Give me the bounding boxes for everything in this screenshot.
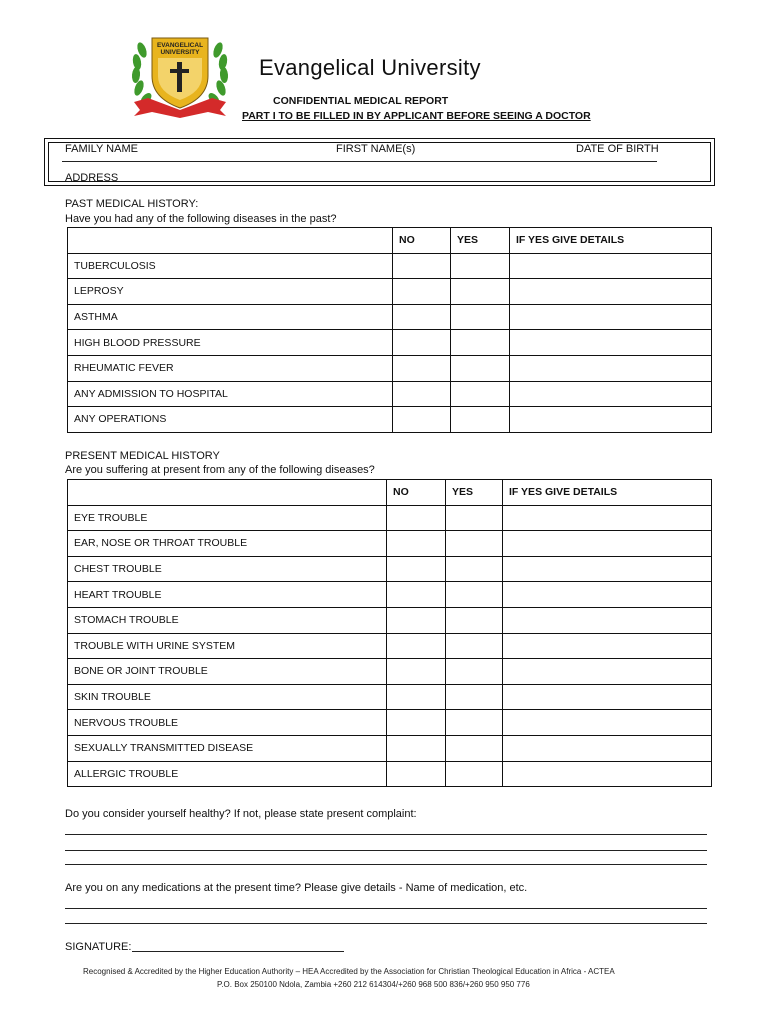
no-checkbox-cell[interactable] — [387, 735, 446, 761]
disease-label: HIGH BLOOD PRESSURE — [68, 330, 393, 356]
table-row — [68, 531, 712, 557]
table-row — [68, 407, 712, 433]
family-name-label: FAMILY NAME — [65, 143, 138, 155]
table-row — [68, 684, 712, 710]
no-checkbox-cell[interactable] — [387, 761, 446, 787]
table-row — [68, 253, 712, 279]
table-header-row — [68, 480, 712, 506]
column-header-no: NO — [387, 480, 446, 506]
table-row — [68, 330, 712, 356]
first-name-label: FIRST NAME(s) — [336, 143, 416, 155]
table-row — [68, 710, 712, 736]
details-cell[interactable] — [510, 304, 712, 330]
details-cell[interactable] — [503, 633, 712, 659]
signature-line[interactable] — [132, 951, 344, 952]
table-row — [68, 355, 712, 381]
no-checkbox-cell[interactable] — [387, 556, 446, 582]
no-checkbox-cell[interactable] — [393, 304, 451, 330]
yes-checkbox-cell[interactable] — [451, 407, 510, 433]
yes-checkbox-cell[interactable] — [446, 710, 503, 736]
disease-label: ANY OPERATIONS — [68, 407, 393, 433]
no-checkbox-cell[interactable] — [387, 659, 446, 685]
yes-checkbox-cell[interactable] — [451, 304, 510, 330]
yes-checkbox-cell[interactable] — [451, 253, 510, 279]
past-history-heading: PAST MEDICAL HISTORY: — [65, 198, 199, 210]
disease-label: ANY ADMISSION TO HOSPITAL — [68, 381, 393, 407]
date-of-birth-label: DATE OF BIRTH — [576, 143, 659, 155]
name-entry-line[interactable] — [62, 161, 657, 162]
no-checkbox-cell[interactable] — [387, 505, 446, 531]
details-cell[interactable] — [503, 505, 712, 531]
details-cell[interactable] — [503, 659, 712, 685]
table-row — [68, 304, 712, 330]
no-checkbox-cell[interactable] — [393, 279, 451, 305]
disease-label: BONE OR JOINT TROUBLE — [68, 659, 387, 685]
past-history-table — [67, 227, 712, 433]
present-history-heading: PRESENT MEDICAL HISTORY — [65, 450, 220, 462]
column-header-no: NO — [393, 228, 451, 254]
details-cell[interactable] — [503, 735, 712, 761]
signature-label: SIGNATURE: — [65, 941, 132, 953]
details-cell[interactable] — [503, 684, 712, 710]
yes-checkbox-cell[interactable] — [451, 330, 510, 356]
disease-label: ASTHMA — [68, 304, 393, 330]
disease-label: SKIN TROUBLE — [68, 684, 387, 710]
disease-label: NERVOUS TROUBLE — [68, 710, 387, 736]
disease-label: SEXUALLY TRANSMITTED DISEASE — [68, 735, 387, 761]
no-checkbox-cell[interactable] — [387, 531, 446, 557]
column-header-details: IF YES GIVE DETAILS — [510, 228, 712, 254]
table-row — [68, 381, 712, 407]
present-history-question: Are you suffering at present from any of the following diseases? — [65, 464, 375, 476]
details-cell[interactable] — [510, 253, 712, 279]
disease-label: EYE TROUBLE — [68, 505, 387, 531]
no-checkbox-cell[interactable] — [393, 330, 451, 356]
disease-label: EAR, NOSE OR THROAT TROUBLE — [68, 531, 387, 557]
no-checkbox-cell[interactable] — [387, 710, 446, 736]
table-row — [68, 556, 712, 582]
contact-footer: P.O. Box 250100 Ndola, Zambia +260 212 614304/+260 968 500 836/+260 950 950 776 — [217, 980, 530, 989]
table-row — [68, 582, 712, 608]
details-cell[interactable] — [510, 279, 712, 305]
table-row — [68, 735, 712, 761]
yes-checkbox-cell[interactable] — [446, 531, 503, 557]
table-header-row — [68, 228, 712, 254]
complaint-answer-line-2[interactable] — [65, 850, 707, 851]
details-cell[interactable] — [503, 710, 712, 736]
yes-checkbox-cell[interactable] — [446, 556, 503, 582]
table-row — [68, 279, 712, 305]
details-cell[interactable] — [510, 381, 712, 407]
yes-checkbox-cell[interactable] — [451, 279, 510, 305]
yes-checkbox-cell[interactable] — [446, 607, 503, 633]
column-header-yes: YES — [446, 480, 503, 506]
yes-checkbox-cell[interactable] — [446, 659, 503, 685]
part-title: PART I TO BE FILLED IN BY APPLICANT BEFORE SEEING A DOCTOR — [242, 110, 591, 122]
yes-checkbox-cell[interactable] — [446, 684, 503, 710]
table-row — [68, 633, 712, 659]
disease-label: STOMACH TROUBLE — [68, 607, 387, 633]
no-checkbox-cell[interactable] — [393, 355, 451, 381]
no-checkbox-cell[interactable] — [387, 684, 446, 710]
report-title: CONFIDENTIAL MEDICAL REPORT — [273, 95, 449, 107]
complaint-answer-line-1[interactable] — [65, 834, 707, 835]
university-crest-logo — [128, 32, 232, 118]
present-history-table — [67, 479, 712, 787]
yes-checkbox-cell[interactable] — [446, 735, 503, 761]
column-header-yes: YES — [451, 228, 510, 254]
yes-checkbox-cell[interactable] — [451, 355, 510, 381]
healthy-question: Do you consider yourself healthy? If not, please state present complaint: — [65, 808, 417, 820]
disease-label: CHEST TROUBLE — [68, 556, 387, 582]
details-cell[interactable] — [503, 607, 712, 633]
accreditation-footer: Recognised & Accredited by the Higher Education Authority – HEA Accredited by the Association for Christian Theological Education in Africa - ACTEA — [83, 967, 615, 976]
no-checkbox-cell[interactable] — [387, 607, 446, 633]
university-name: Evangelical University — [259, 55, 481, 80]
disease-label: HEART TROUBLE — [68, 582, 387, 608]
details-cell[interactable] — [503, 761, 712, 787]
yes-checkbox-cell[interactable] — [451, 381, 510, 407]
disease-label: LEPROSY — [68, 279, 393, 305]
details-cell[interactable] — [510, 330, 712, 356]
medications-answer-line-2[interactable] — [65, 923, 707, 924]
no-checkbox-cell[interactable] — [393, 407, 451, 433]
disease-label: RHEUMATIC FEVER — [68, 355, 393, 381]
medications-question: Are you on any medications at the present time? Please give details - Name of medication, etc. — [65, 882, 528, 894]
no-checkbox-cell[interactable] — [387, 582, 446, 608]
details-cell[interactable] — [503, 582, 712, 608]
logo-text: EVANGELICAL UNIVERSITY — [156, 42, 204, 56]
yes-checkbox-cell[interactable] — [446, 582, 503, 608]
details-cell[interactable] — [503, 556, 712, 582]
disease-label: TUBERCULOSIS — [68, 253, 393, 279]
no-checkbox-cell[interactable] — [393, 381, 451, 407]
complaint-answer-line-3[interactable] — [65, 864, 707, 865]
yes-checkbox-cell[interactable] — [446, 633, 503, 659]
details-cell[interactable] — [503, 531, 712, 557]
table-row — [68, 761, 712, 787]
table-row — [68, 659, 712, 685]
details-cell[interactable] — [510, 355, 712, 381]
address-label: ADDRESS — [65, 172, 119, 184]
yes-checkbox-cell[interactable] — [446, 505, 503, 531]
disease-label: ALLERGIC TROUBLE — [68, 761, 387, 787]
no-checkbox-cell[interactable] — [387, 633, 446, 659]
table-row — [68, 607, 712, 633]
yes-checkbox-cell[interactable] — [446, 761, 503, 787]
no-checkbox-cell[interactable] — [393, 253, 451, 279]
table-row — [68, 505, 712, 531]
disease-label: TROUBLE WITH URINE SYSTEM — [68, 633, 387, 659]
medications-answer-line-1[interactable] — [65, 908, 707, 909]
details-cell[interactable] — [510, 407, 712, 433]
column-header-details: IF YES GIVE DETAILS — [503, 480, 712, 506]
past-history-question: Have you had any of the following diseases in the past? — [65, 213, 337, 225]
